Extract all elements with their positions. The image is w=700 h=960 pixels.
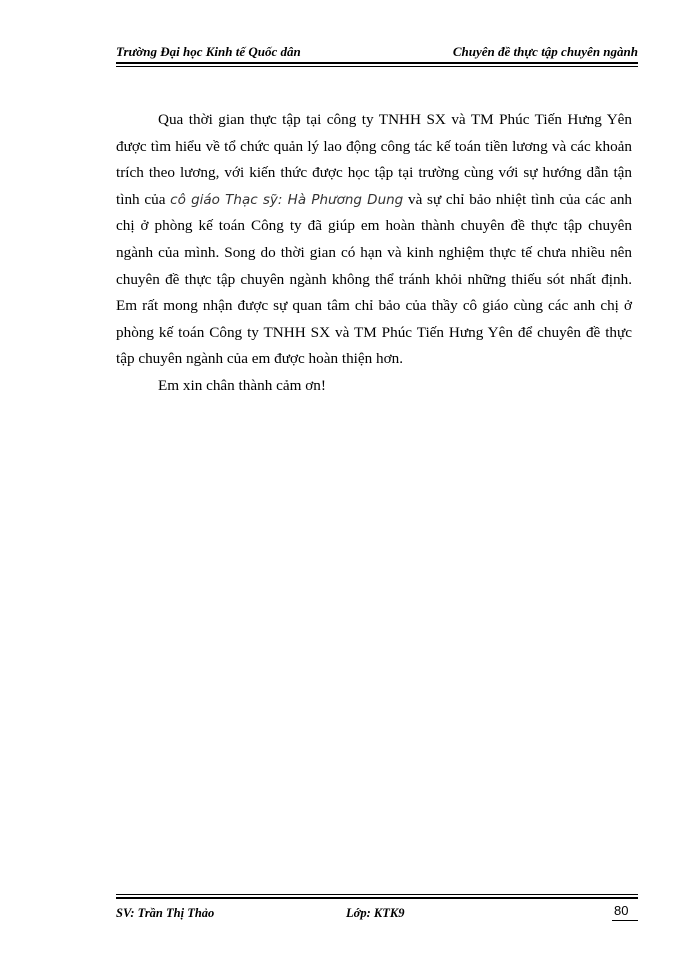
supervisor-name: cô giáo Thạc sỹ: Hà Phương Dung [170,191,404,208]
page-number-rule [612,920,638,921]
main-text [116,107,632,400]
footer-rule-thin [116,894,638,895]
header-rule-thin [116,66,638,67]
paragraph-text-a: Qua thời gian thực tập tại công ty TNHH SX và TM Phúc Tiến Hưng Yên được tìm hiểu về tổ chức quản lý lao động công tác kế toán tiền lương và các khoản trích theo lương, với kiến thức được học tập tại trường cùng với sự hướng dẫn tận tình của [116,111,632,208]
header-rule-thick [116,62,638,64]
footer-student: SV: Trần Thị Thảo [116,906,215,920]
paragraph-acknowledgement [116,107,632,373]
footer-class: Lớp: KTK9 [346,906,405,920]
page-number: 80 [614,903,629,918]
header-report-title: Chuyên đề thực tập chuyên ngành [452,44,638,59]
paragraph-thanks: Em xin chân thành cảm ơn! [158,376,326,394]
page-header [116,40,638,62]
paragraph-text-b: và sự chỉ bảo nhiệt tình của các anh chị ở phòng kế toán Công ty đã giúp em hoàn thành chuyên đề thực tập chuyên ngành của mình. Song do thời gian có hạn và kinh nghiệm thực tế chưa nhiều nên chuyên đề thực tập chuyên ngành không thể tránh khỏi những thiếu sót nhất định. Em rất mong nhận được sự quan tâm chỉ bảo của thầy cô giáo cùng các anh chị ở phòng kế toán Công ty TNHH SX và TM Phúc Tiến Hưng Yên để chuyên đề thực tập chuyên ngành của em được hoàn thiện hơn. [116,190,633,368]
page-footer [116,898,638,922]
header-university: Trường Đại học Kinh tế Quốc dân [116,44,301,59]
